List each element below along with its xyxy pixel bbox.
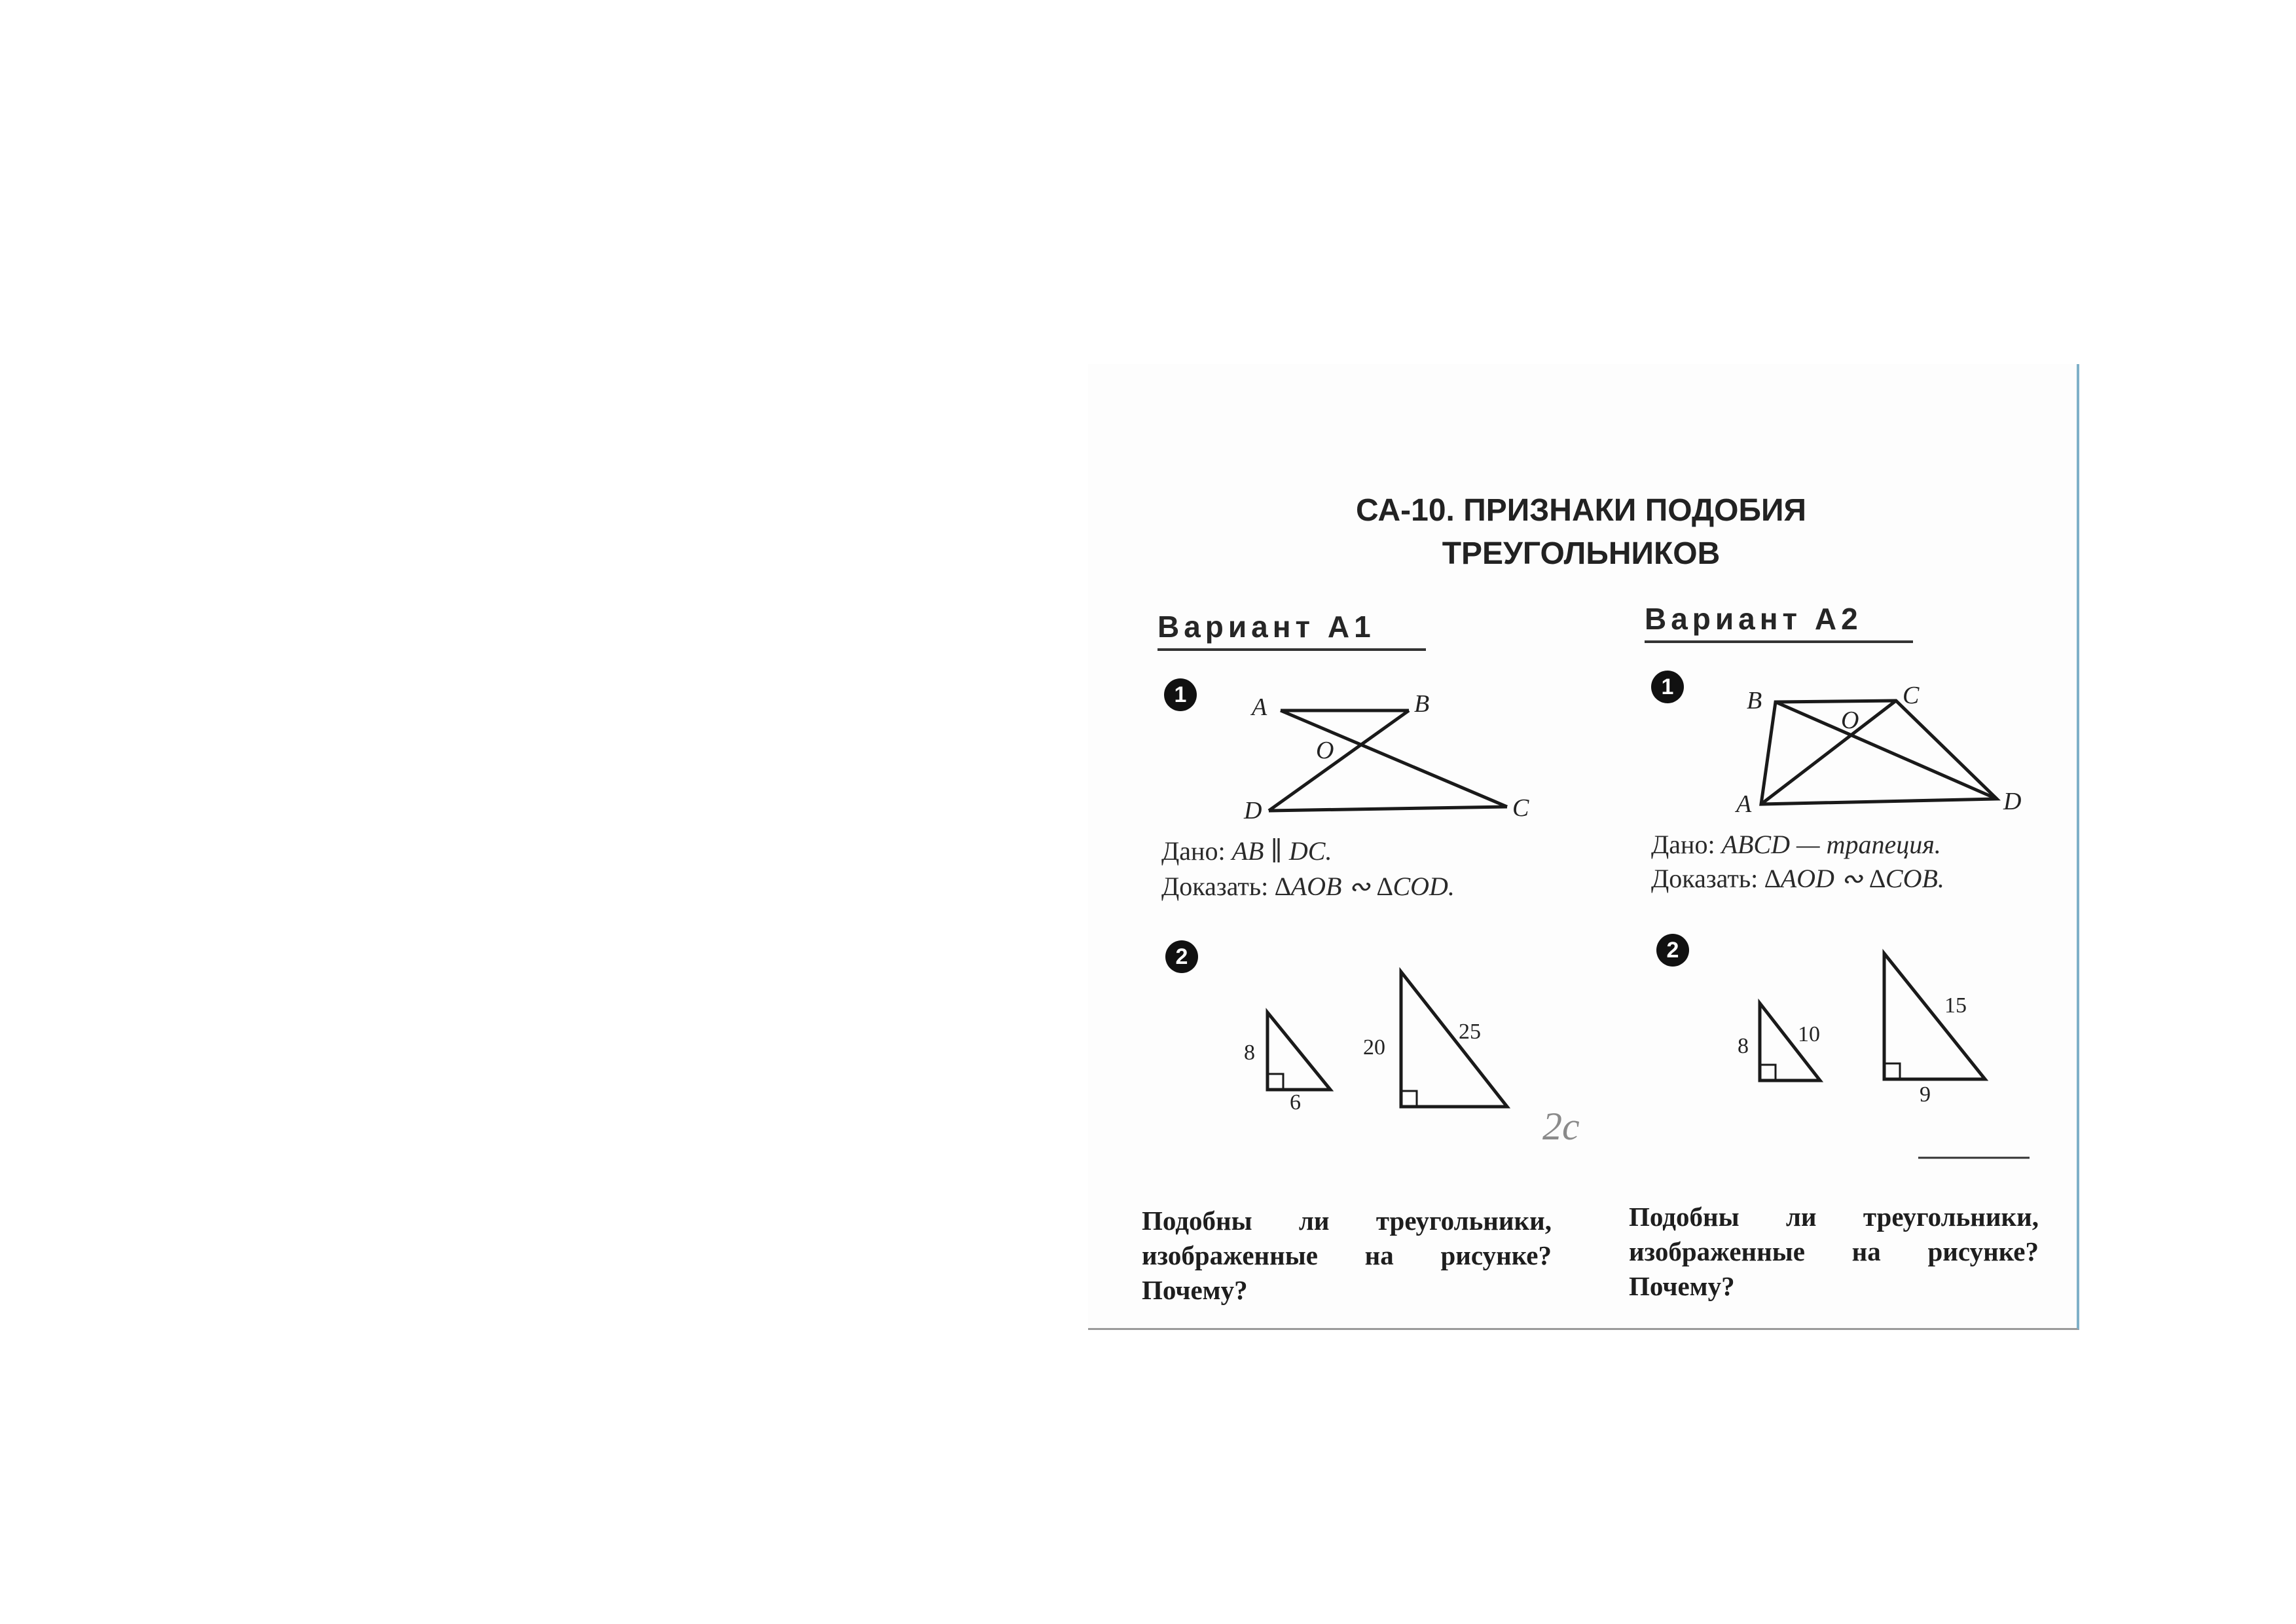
a1-point-a: A <box>1252 693 1267 721</box>
a1-given-expr: AB ∥ DC. <box>1231 836 1332 866</box>
a2-question-line1: Подобны ли треугольники, <box>1629 1202 2039 1232</box>
a1-prove-expr: ∆AOB ∾ ∆COD. <box>1275 872 1455 901</box>
a2-given-label: Дано: <box>1651 830 1715 859</box>
a2-point-a: A <box>1736 790 1752 818</box>
a2-prove-expr: ∆AOD ∾ ∆COB. <box>1764 864 1944 893</box>
a2-point-b: B <box>1747 687 1762 714</box>
a2-given-expr: ABCD — трапеция. <box>1721 830 1941 859</box>
a1-large-hyp-25: 25 <box>1459 1020 1481 1044</box>
a1-question-line1: Подобны ли треугольники, <box>1142 1206 1552 1236</box>
a1-point-d: D <box>1244 797 1262 824</box>
a1-point-b: B <box>1414 690 1430 718</box>
a1-given <box>1161 836 1332 866</box>
a1-question-line2: изображенные на рисунке? <box>1142 1240 1552 1270</box>
a2-large-leg-9: 9 <box>1920 1082 1931 1107</box>
a1-point-c: C <box>1512 794 1529 822</box>
a1-task1-number: 1 <box>1164 678 1197 711</box>
handwritten-note: 2с <box>1542 1105 1580 1148</box>
a1-prove-label: Доказать: <box>1161 872 1269 901</box>
a1-point-o: O <box>1316 737 1334 764</box>
a2-large-right-triangle <box>1884 953 1985 1079</box>
a1-small-leg-8: 8 <box>1244 1041 1255 1065</box>
a2-task1-number: 1 <box>1651 671 1684 703</box>
a1-task2-number: 2 <box>1165 940 1198 973</box>
a1-figure-crossed-triangles <box>1269 710 1507 811</box>
a2-small-hyp-10: 10 <box>1798 1022 1820 1046</box>
a1-small-leg-6: 6 <box>1290 1090 1301 1115</box>
page-title-line2: ТРЕУГОЛЬНИКОВ <box>1442 536 1721 571</box>
a1-large-leg-20: 20 <box>1363 1035 1385 1060</box>
a2-prove-label: Доказать: <box>1651 864 1758 893</box>
a2-large-hyp-15: 15 <box>1944 993 1967 1018</box>
variant-a2-heading: Вариант А2 <box>1645 601 1913 643</box>
a2-question-line3: Почему? <box>1629 1271 1735 1301</box>
a1-given-label: Дано: <box>1161 836 1226 866</box>
a2-figure-trapezoid <box>1761 701 1997 804</box>
a2-point-d: D <box>2003 788 2022 815</box>
a1-prove <box>1161 871 1455 902</box>
a1-large-right-triangle <box>1401 972 1507 1107</box>
page-title-line1: СА-10. ПРИЗНАКИ ПОДОБИЯ <box>1356 493 1806 528</box>
a2-given <box>1651 829 1941 860</box>
a2-task2-number: 2 <box>1656 934 1689 967</box>
a2-point-o: O <box>1841 707 1859 734</box>
a2-question <box>1629 1200 2039 1304</box>
a1-small-right-triangle <box>1267 1012 1330 1090</box>
variant-a1-heading: Вариант А1 <box>1157 609 1426 651</box>
a2-prove <box>1651 863 1944 894</box>
a2-point-c: C <box>1903 682 1920 709</box>
a1-question <box>1142 1204 1552 1308</box>
a2-question-line2: изображенные на рисунке? <box>1629 1236 2039 1266</box>
a2-small-leg-8: 8 <box>1738 1034 1749 1058</box>
a1-question-line3: Почему? <box>1142 1275 1248 1305</box>
